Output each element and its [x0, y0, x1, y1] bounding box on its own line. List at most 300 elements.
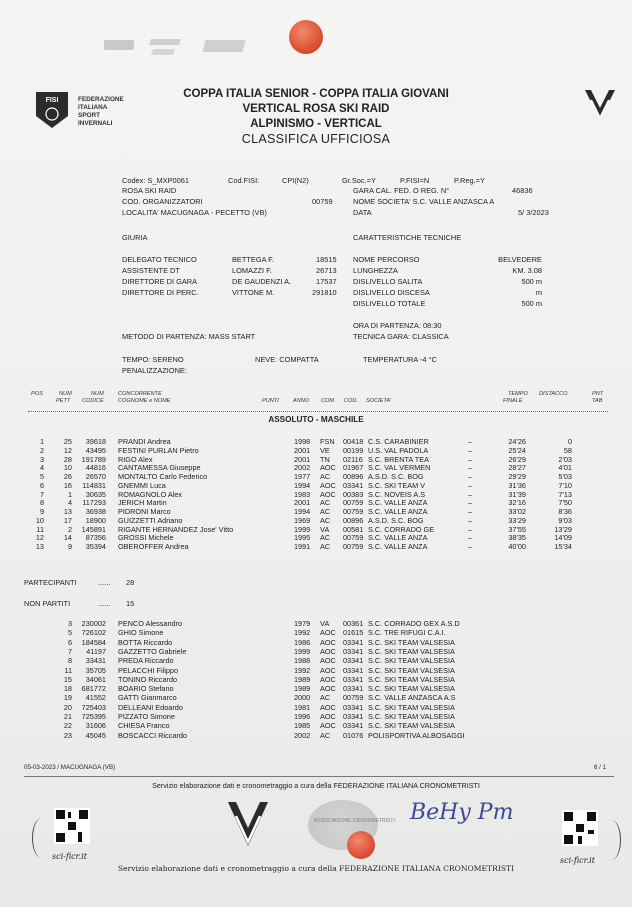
cell-pett: 25 — [63, 437, 72, 446]
cell-cod: 03341 — [343, 480, 364, 490]
giuria-label: GIURIA — [122, 233, 148, 242]
col-num-codice-1: NUM — [91, 391, 104, 397]
signature: BeHy Pm — [410, 800, 514, 825]
cell-code: 114831 — [82, 480, 106, 490]
cell-society: S.C. SKI TEAM VALSESIA — [368, 702, 455, 712]
svg-text:FISI: FISI — [45, 97, 59, 104]
cell-name: GROSSI Michele — [118, 533, 174, 543]
cell-society: S.C. SKI TEAM VALSESIA — [368, 721, 455, 731]
col-num-pett-2: PETT — [56, 398, 71, 404]
race-technique: TECNICA GARA: CLASSICA — [353, 332, 449, 341]
cell-pett: 5 — [67, 628, 72, 638]
table-row — [0, 507, 632, 516]
cell-com: AOC — [320, 684, 336, 694]
cell-pos: 4 — [39, 463, 44, 473]
cell-code: 26570 — [85, 472, 106, 481]
tech-value: KM. 3.08 — [512, 266, 542, 275]
table-row — [0, 533, 632, 542]
cell-code: 230002 — [81, 619, 106, 628]
cell-gap: 5'03 — [558, 472, 572, 481]
cell-cod: 03341 — [343, 712, 364, 721]
cell-pos: 2 — [39, 445, 44, 455]
cell-time: 33'29 — [508, 515, 526, 525]
cell-pett: 16 — [63, 480, 72, 490]
tech-label: DISLIVELLO SALITA — [353, 277, 423, 286]
cell-time: 28'27 — [508, 463, 526, 473]
cell-com: TN — [320, 454, 330, 464]
participants-value: 28 — [126, 578, 135, 587]
cell-time: 31'39 — [508, 489, 526, 499]
cell-com: AOC — [320, 480, 336, 490]
cell-dash: – — [468, 533, 473, 543]
codex: Codex: S_MXP0061 — [122, 176, 189, 185]
race-name: ROSA SKI RAID — [122, 186, 177, 195]
title-line-4: CLASSIFICA UFFICIOSA — [241, 132, 391, 146]
cell-gap: 7'10 — [558, 480, 572, 490]
cell-code: 184584 — [81, 637, 106, 647]
cell-year: 2001 — [294, 445, 311, 455]
cod-org-value: 00759 — [312, 197, 333, 206]
cell-com: AOC — [320, 646, 336, 656]
cell-pett: 2 — [67, 524, 72, 534]
footer-date-place: 05-03-2023 / MACUGNAGA (VB) — [24, 764, 116, 771]
cell-name: BOTTA Riccardo — [118, 637, 173, 647]
cell-year: 1999 — [294, 646, 311, 656]
cell-com: AOC — [320, 463, 336, 473]
cell-year: 1991 — [294, 542, 311, 551]
cell-cod: 03341 — [343, 656, 364, 666]
qr-left — [52, 806, 92, 846]
cell-com: AOC — [320, 712, 336, 721]
official-code: 18515 — [316, 255, 337, 264]
cell-code: 725403 — [81, 702, 106, 712]
cell-pett: 23 — [63, 730, 72, 740]
cell-pos: 11 — [36, 524, 44, 534]
cell-gap: 4'01 — [558, 463, 572, 473]
cell-cod: 01615 — [343, 628, 364, 638]
nonstart-value: 15 — [126, 599, 135, 608]
location: LOCALITA' MACUGNAGA - PECETTO (VB) — [122, 208, 267, 217]
nonstart-label: NON PARTITI — [24, 599, 71, 608]
cell-pos: 6 — [39, 480, 44, 490]
cod-fisi-label: Cod.FISI: — [228, 176, 260, 185]
arc-arrow-left-icon — [32, 818, 51, 858]
cell-pos: 9 — [39, 507, 44, 516]
cell-pett: 4 — [67, 498, 72, 508]
cell-year: 2002 — [294, 463, 311, 473]
cell-year: 2001 — [294, 454, 311, 464]
list-item — [0, 721, 632, 730]
official-name: DE GAUDENZI A. — [232, 277, 292, 286]
cell-pett: 20 — [63, 702, 72, 712]
cell-time: 40'00 — [508, 542, 526, 551]
official-role: ASSISTENTE DT — [122, 266, 180, 275]
col-societa: SOCIETA' — [366, 398, 392, 404]
cell-code: 41552 — [85, 693, 106, 703]
col-concorrente-1: CONCORRENTE — [118, 391, 162, 397]
cell-pos: 12 — [35, 533, 44, 543]
cell-com: FSN — [320, 437, 335, 446]
cell-society: S.C. SKI TEAM V — [368, 480, 426, 490]
col-distacco: DISTACCO — [539, 391, 568, 397]
table-row — [0, 542, 632, 551]
cell-society: S.C. VALLE ANZA — [368, 507, 428, 516]
col-cod: COD. — [344, 398, 358, 404]
participants-dots: ...... — [98, 578, 111, 587]
cell-pett: 17 — [63, 515, 72, 525]
official-code: 291810 — [312, 288, 337, 297]
cell-com: VE — [320, 445, 330, 455]
cell-name: BOSCACCI Riccardo — [118, 730, 187, 740]
cell-society: S.C. VALLE ANZA — [368, 542, 428, 551]
cell-year: 1981 — [294, 702, 311, 712]
list-item — [0, 675, 632, 684]
cell-gap: 14'09 — [554, 533, 572, 543]
fisi-name-line: SPORT — [78, 112, 101, 119]
cell-society: U.S. VAL PADOLA — [368, 445, 429, 455]
official-role: DELEGATO TECNICO — [122, 255, 197, 264]
cell-cod: 00581 — [343, 524, 364, 534]
cell-gap: 7'50 — [558, 498, 572, 508]
table-row — [0, 463, 632, 472]
table-row — [0, 498, 632, 507]
red-seal-bottom — [347, 831, 375, 859]
official-code: 26713 — [316, 266, 337, 275]
col-com: COM — [321, 398, 335, 404]
cell-pett: 28 — [63, 454, 72, 464]
col-pos: POS — [31, 391, 43, 397]
table-row — [0, 472, 632, 481]
tech-label: NOME PERCORSO — [353, 255, 420, 264]
cell-time: 38'35 — [508, 533, 526, 543]
weather: TEMPO: SERENO — [122, 355, 184, 364]
cell-dash: – — [468, 463, 473, 473]
cell-code: 87356 — [85, 533, 106, 543]
cell-society: S.C. VAL VERMEN — [368, 463, 431, 473]
cell-dash: – — [468, 437, 473, 446]
cell-year: 1979 — [294, 619, 311, 628]
cell-com: AOC — [320, 656, 336, 666]
cell-code: 30635 — [85, 489, 106, 499]
cell-name: CHIESA Franco — [118, 721, 170, 731]
official-role: DIRETTORE DI PERC. — [122, 288, 199, 297]
cell-dash: – — [468, 445, 473, 455]
tech-value: m — [535, 288, 542, 297]
ficr-chevron-icon — [226, 798, 270, 852]
cell-com: VA — [320, 619, 330, 628]
cell-pett: 9 — [67, 542, 72, 551]
cell-pett: 7 — [67, 646, 72, 656]
tech-value: BELVEDERE — [498, 255, 542, 264]
cell-name: GUIZZETTI Adriano — [118, 515, 183, 525]
official-code: 17537 — [316, 277, 337, 286]
cell-com: AOC — [320, 628, 336, 638]
cell-time: 31'36 — [508, 480, 526, 490]
cell-time: 26'29 — [508, 454, 526, 464]
cell-year: 1983 — [294, 489, 311, 499]
cell-society: S.C. VALLE ANZASCA A.S — [368, 693, 456, 703]
list-item — [0, 693, 632, 702]
cell-gap: 2'03 — [558, 454, 572, 464]
fisi-name-line: ITALIANA — [78, 104, 108, 111]
col-num-codice-2: CODICE — [82, 398, 104, 404]
cell-com: AC — [320, 533, 331, 543]
cell-code: 34061 — [85, 674, 106, 684]
cell-gap: 9'03 — [558, 515, 572, 525]
cell-pett: 22 — [63, 721, 72, 731]
cod-org-label: COD. ORGANIZZATORI — [122, 197, 203, 206]
cell-name: DELLEANI Edoardo — [118, 702, 183, 712]
cell-pett: 3 — [67, 619, 72, 628]
cell-code: 725395 — [81, 712, 106, 721]
p-fisi: P.FISI=N — [400, 176, 430, 185]
sponsor-logo-rosa — [150, 36, 180, 58]
cell-pett: 12 — [63, 445, 72, 455]
cell-name: PIDRONI Marco — [118, 507, 171, 516]
cell-society: A.S.D. S.C. BOG — [368, 472, 424, 481]
cell-name: GATTI Gianmarco — [118, 693, 177, 703]
cell-pos: 8 — [39, 498, 44, 508]
table-row — [0, 437, 632, 446]
cell-name: PRANDI Andrea — [118, 437, 171, 446]
cell-year: 1969 — [294, 515, 311, 525]
cell-time: 32'16 — [508, 498, 526, 508]
table-row — [0, 490, 632, 499]
cell-com: AC — [320, 498, 331, 508]
gr-soc: Gr.Soc.=Y — [342, 176, 376, 185]
cell-com: AC — [320, 693, 331, 703]
qr-code-icon — [54, 808, 90, 844]
cell-pett: 15 — [63, 674, 72, 684]
cell-year: 1994 — [294, 507, 311, 516]
cell-dash: – — [468, 498, 473, 508]
cell-name: RIGO Alex — [118, 454, 153, 464]
cell-com: AOC — [320, 702, 336, 712]
cell-cod: 03341 — [343, 674, 364, 684]
category-title: ASSOLUTO - MASCHILE — [268, 415, 364, 424]
cell-pos: 3 — [39, 454, 44, 464]
date-label: DATA — [353, 208, 372, 217]
cell-society: S.C. SKI TEAM VALSESIA — [368, 674, 455, 684]
cell-time: 29'29 — [508, 472, 526, 481]
start-time: ORA DI PARTENZA: 08:30 — [353, 321, 442, 330]
cell-name: BOARIO Stefano — [118, 684, 174, 694]
cell-dash: – — [468, 480, 473, 490]
cell-code: 726102 — [81, 628, 106, 638]
nonstart-dots: ...... — [98, 599, 111, 608]
cell-cod: 00361 — [343, 619, 364, 628]
col-pnt-2: TAB — [592, 398, 603, 404]
cell-cod: 03341 — [343, 684, 364, 694]
list-item — [0, 656, 632, 665]
cell-name: GNEMMI Luca — [118, 480, 166, 490]
sponsor-logos — [104, 36, 244, 66]
cell-cod: 03341 — [343, 637, 364, 647]
title-line-1: COPPA ITALIA SENIOR - COPPA ITALIA GIOVANI — [183, 88, 449, 100]
cell-year: 1992 — [294, 665, 311, 675]
cell-society: S.C. CORRADO GE — [368, 524, 435, 534]
cell-com: AC — [320, 472, 331, 481]
stamp-text: ASSOCIAZIONE CRONOMETRISTI — [314, 818, 395, 824]
title-line-2: VERTICAL ROSA SKI RAID — [242, 103, 390, 115]
cell-year: 1995 — [294, 533, 311, 543]
tech-label: DISLIVELLO TOTALE — [353, 299, 426, 308]
cell-year: 1996 — [294, 712, 311, 721]
cell-cod: 02116 — [343, 454, 363, 464]
cell-code: 145891 — [81, 524, 106, 534]
cell-name: OBEROFFER Andrea — [118, 542, 189, 551]
cell-gap: 58 — [563, 445, 572, 455]
cell-name: MONTALTO Carlo Federico — [118, 472, 208, 481]
cell-pett: 19 — [63, 693, 72, 703]
cell-year: 1989 — [294, 684, 311, 694]
official-name: LOMAZZI F. — [232, 266, 272, 275]
cell-cod: 00896 — [343, 515, 364, 525]
cell-dash: – — [468, 542, 473, 551]
cell-name: CANTAMESSA Giuseppe — [118, 463, 201, 473]
participants-label: PARTECIPANTI — [24, 578, 77, 587]
cell-society: A.S.D. S.C. BOG — [368, 515, 424, 525]
cell-name: PENCO Alessandro — [118, 619, 183, 628]
cell-year: 2001 — [294, 498, 311, 508]
cell-time: 25'24 — [508, 445, 526, 455]
service-line-top: Servizio elaborazione dati e cronometraggio a cura della FEDERAZIONE ITALIANA CRONOMETRISTI — [152, 781, 480, 790]
cell-gap: 13'29 — [554, 524, 572, 534]
cell-time: 37'55 — [508, 524, 526, 534]
cell-cod: 00418 — [343, 437, 364, 446]
header-divider — [28, 411, 608, 412]
cell-pett: 10 — [63, 463, 72, 473]
cell-society: S.C. SKI TEAM VALSESIA — [368, 656, 455, 666]
arc-arrow-right-icon — [602, 820, 621, 860]
cell-cod: 00759 — [343, 507, 364, 516]
cell-pos: 7 — [39, 489, 44, 499]
cell-pett: 18 — [63, 684, 72, 694]
column-headers — [0, 389, 632, 411]
cell-com: AOC — [320, 665, 336, 675]
list-item — [0, 628, 632, 637]
cpi: CPI(N2) — [282, 176, 309, 185]
p-reg: P.Reg.=Y — [454, 176, 485, 185]
cell-cod: 00759 — [343, 533, 364, 543]
snow: NEVE: COMPATTA — [255, 355, 319, 364]
list-item — [0, 703, 632, 712]
cell-com: AC — [320, 730, 331, 740]
cell-pos: 5 — [39, 472, 44, 481]
ficr-url-left: sci-ficr.it — [52, 852, 87, 861]
cell-com: AC — [320, 507, 331, 516]
gara-cal-label: GARA CAL. FED. O REG. N° — [353, 186, 450, 195]
cell-dash: – — [468, 472, 473, 481]
col-pnt-1: PNT — [592, 391, 604, 397]
gara-cal-value: 46836 — [512, 186, 533, 195]
tech-label: DISLIVELLO DISCESA — [353, 288, 430, 297]
cell-name: GAZZETTO Gabriele — [118, 646, 187, 656]
cell-society: S.C. BRENTA TEA — [368, 454, 429, 464]
society-name: NOME SOCIETA' S.C. VALLE ANZASCA A — [353, 197, 495, 206]
list-item — [0, 666, 632, 675]
cell-society: S.C. VALLE ANZA — [368, 498, 428, 508]
cell-name: FESTINI PURLAN Pietro — [118, 445, 199, 455]
cell-year: 1988 — [294, 656, 311, 666]
cell-name: GHIO Simone — [118, 628, 164, 638]
cell-year: 1992 — [294, 628, 311, 638]
cell-society: S.C. SKI TEAM VALSESIA — [368, 684, 455, 694]
cell-cod: 01076 — [343, 730, 364, 740]
cell-code: 41197 — [86, 646, 106, 656]
title-line-3: ALPINISMO - VERTICAL — [250, 118, 382, 130]
cell-year: 1989 — [294, 674, 311, 684]
cell-year: 1986 — [294, 637, 311, 647]
ficr-url-right: sci-ficr.it — [560, 856, 595, 865]
official-role: DIRETTORE DI GARA — [122, 277, 198, 286]
cell-code: 31606 — [85, 721, 106, 731]
cell-com: AOC — [320, 489, 336, 499]
cell-year: 1994 — [294, 480, 311, 490]
cell-year: 1998 — [294, 437, 311, 446]
cell-code: 35705 — [85, 665, 106, 675]
cell-cod: 00199 — [343, 445, 364, 455]
cell-com: AC — [320, 515, 331, 525]
cell-code: 45045 — [85, 730, 106, 740]
cell-gap: 15'34 — [554, 542, 572, 551]
list-item — [0, 712, 632, 721]
cell-code: 33431 — [85, 656, 106, 666]
cell-code: 39618 — [85, 437, 106, 446]
cell-pos: 13 — [35, 542, 44, 551]
service-line-bottom: Servizio elaborazione dati e cronometraggio a cura della FEDERAZIONE ITALIANA CRONOMETRISTI — [117, 864, 515, 873]
penalty-label: PENALIZZAZIONE: — [122, 366, 187, 375]
table-row — [0, 455, 632, 464]
table-row — [0, 516, 632, 525]
qr-code-icon — [562, 810, 598, 846]
tech-label: CARATTERISTICHE TECNICHE — [353, 233, 462, 242]
cell-society: S.C. CORRADO GEX A.S.D — [368, 619, 460, 628]
cell-society: C.S. CARABINIER — [368, 437, 429, 446]
cell-com: AOC — [320, 674, 336, 684]
official-name: VITTONE M. — [232, 288, 275, 297]
cell-pett: 21 — [63, 712, 72, 721]
tech-value: 500 m — [521, 299, 542, 308]
col-anno: ANNO — [293, 398, 310, 404]
col-tempo-1: TEMPO — [508, 391, 528, 397]
col-punti: PUNTI — [262, 398, 279, 404]
cell-code: 18900 — [85, 515, 106, 525]
cell-pett: 13 — [63, 507, 72, 516]
tech-value: 500 m — [521, 277, 542, 286]
cell-cod: 00896 — [343, 472, 364, 481]
cell-society: S.C. NOVEIS A.S — [368, 489, 426, 499]
date-value: 5/ 3/2023 — [518, 208, 549, 217]
cell-pett: 6 — [67, 637, 72, 647]
sponsor-logo-3 — [202, 40, 245, 52]
cell-com: VA — [320, 524, 330, 534]
cell-pos: 10 — [35, 515, 44, 525]
cell-year: 1985 — [294, 721, 311, 731]
fisi-name-line: FEDERAZIONE — [78, 96, 124, 103]
cell-cod: 03341 — [343, 721, 364, 731]
temperature: TEMPERATURA -4 °C — [363, 355, 437, 364]
cell-society: S.C. TRE RIFUGI C.A.I. — [368, 628, 446, 638]
cell-name: ROMAGNOLO Alex — [118, 489, 183, 499]
table-row — [0, 525, 632, 534]
cell-dash: – — [468, 515, 473, 525]
sponsor-logo-1 — [104, 40, 134, 50]
cell-pett: 11 — [64, 665, 72, 675]
cell-pett: 14 — [63, 533, 72, 543]
cell-time: 24'26 — [508, 437, 526, 446]
cell-cod: 00759 — [343, 542, 364, 551]
